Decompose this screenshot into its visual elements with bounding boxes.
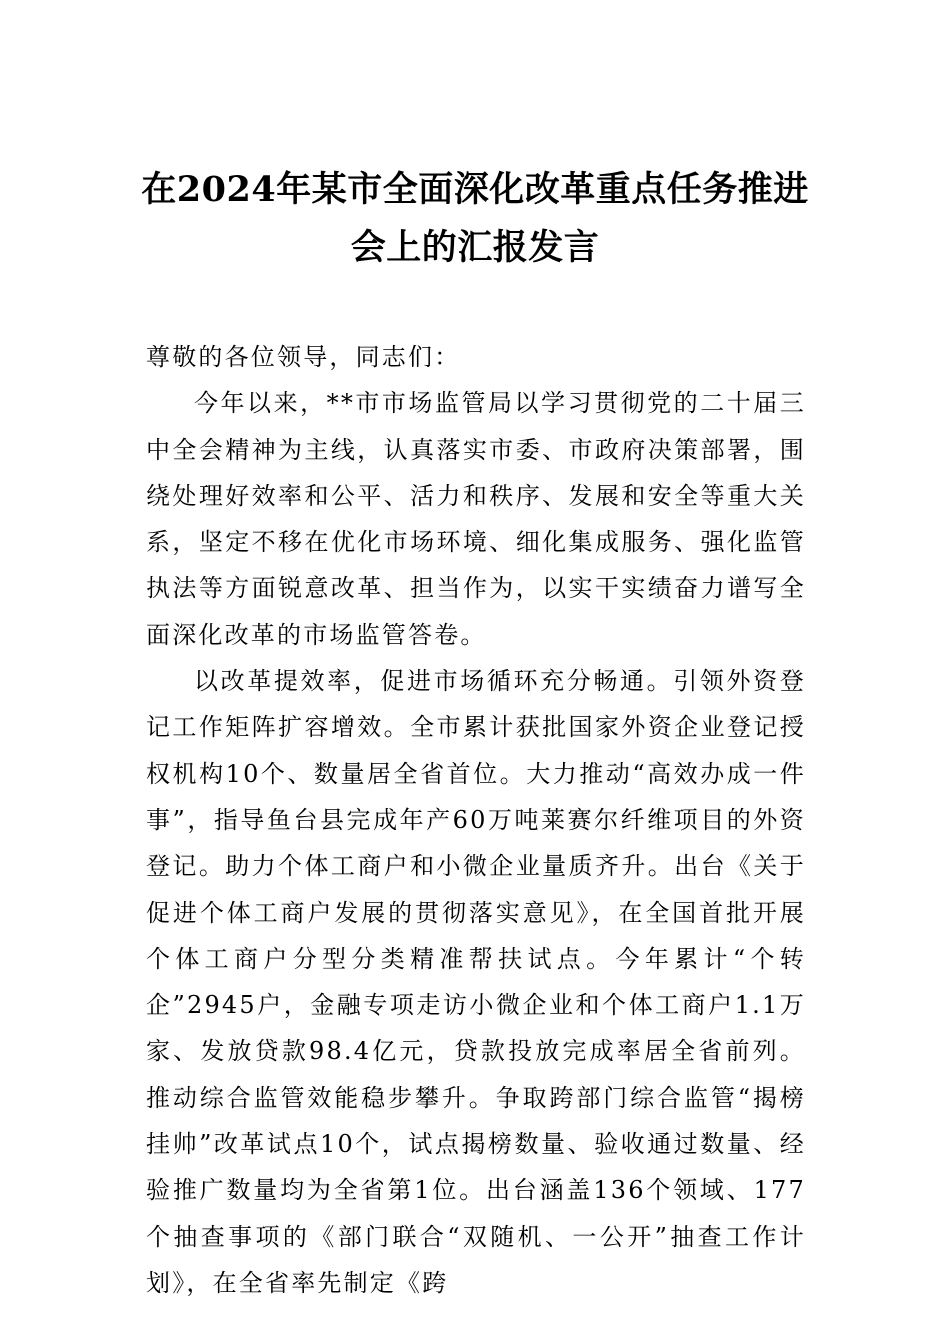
document-title [100, 161, 850, 277]
title-line-2: 会上的汇报发言 [350, 227, 600, 268]
title-line-1: 在2024年某市全面深化改革重点任务推进 [141, 169, 809, 210]
document-body [146, 334, 806, 1306]
paragraph-efficiency: 以改革提效率，促进市场循环充分畅通。引领外资登记工作矩阵扩容增效。全市累计获批国家外资企业登记授权机构10个、数量居全省首位。大力推动“高效办成一件事”，指导鱼台县完成年产60万吨莱赛尔纤维项目的外资登记。助力个体工商户和小微企业量质齐升。出台《关于促进个体工商户发展的贯彻落实意见》，在全国首批开展个体工商户分型分类精准帮扶试点。今年累计“个转企”2945户，金融专项走访小微企业和个体工商户1.1万家、发放贷款98.4亿元，贷款投放完成率居全省前列。推动综合监管效能稳步攀升。争取跨部门综合监管“揭榜挂帅”改革试点10个，试点揭榜数量、验收通过数量、经验推广数量均为全省第1位。出台涵盖136个领域、177个抽查事项的《部门联合“双随机、一公开”抽查工作计划》，在全省率先制定《跨 [146, 667, 806, 1297]
salutation: 尊敬的各位领导，同志们： [146, 343, 461, 371]
paragraph-intro: 今年以来，**市市场监管局以学习贯彻党的二十届三中全会精神为主线，认真落实市委、市政府决策部署，围绕处理好效率和公平、活力和秩序、发展和安全等重大关系，坚定不移在优化市场环境、细化集成服务、强化监管执法等方面锐意改革、担当作为，以实干实绩奋力谱写全面深化改革的市场监管答卷。 [146, 389, 806, 649]
